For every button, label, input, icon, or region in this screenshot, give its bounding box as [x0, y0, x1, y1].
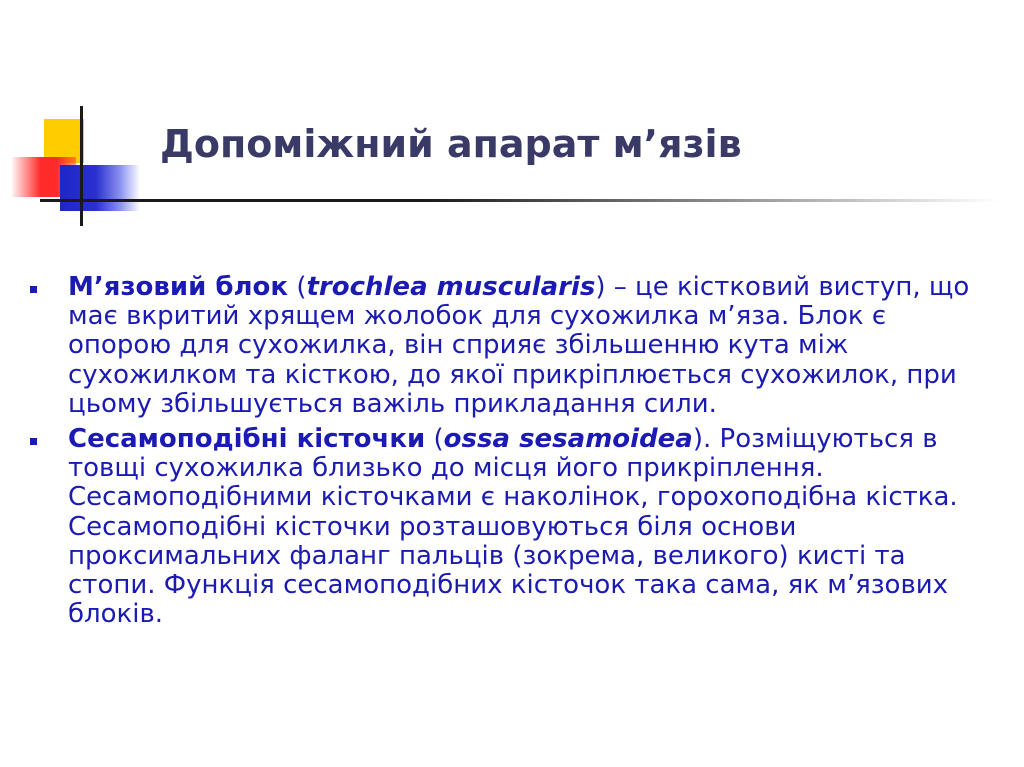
bullet-term: Сесамоподібні кісточки: [68, 424, 426, 455]
bullet-body-text: Розміщуються в товщі сухожилка близько до місця його прикріплення. Сесамоподібними кісточками є наколінок, горохоподібна кістка. Сесамоподібні кісточки розташовуються біля основи проксимальних фаланг пальців (зокрема, великого) кисті та стопи. Функція сесамоподібних кісточок така сама, як м’язових блоків.: [68, 424, 958, 630]
bullet-latin-term: ossa sesamoidea: [443, 424, 693, 455]
square-bullet-icon: [30, 286, 37, 293]
bullet-paren-close: ).: [692, 424, 712, 455]
decor-vertical-line: [80, 106, 83, 226]
title-underline-rule: [40, 199, 1000, 202]
bullet-term: М’язовий блок: [68, 272, 289, 302]
bullet-paren-close: ): [595, 272, 606, 302]
square-bullet-icon: [30, 438, 37, 445]
decor-blue-bar: [60, 165, 140, 211]
bullet-paren-open: (: [425, 424, 444, 455]
bullet-latin-term: trochlea muscularis: [306, 272, 596, 302]
bullet-paren-open: (: [288, 272, 307, 302]
bullet-body-text: – це кістковий виступ, що має вкритий хрящем жолобок для сухожилка м’яза. Блок є опорою для сухожилка, він сприяє збільшенню кута між сухожилком та кісткою, до якої прикріплюється сухожилок, при цьому збільшується важіль прикладання сили.: [68, 272, 970, 419]
slide-title: Допоміжний апарат м’язів: [160, 122, 742, 166]
bullet-list: [26, 273, 986, 635]
bullet-item-muscle-trochlea: [26, 273, 986, 419]
bullet-item-sesamoid-bones: [26, 425, 986, 629]
